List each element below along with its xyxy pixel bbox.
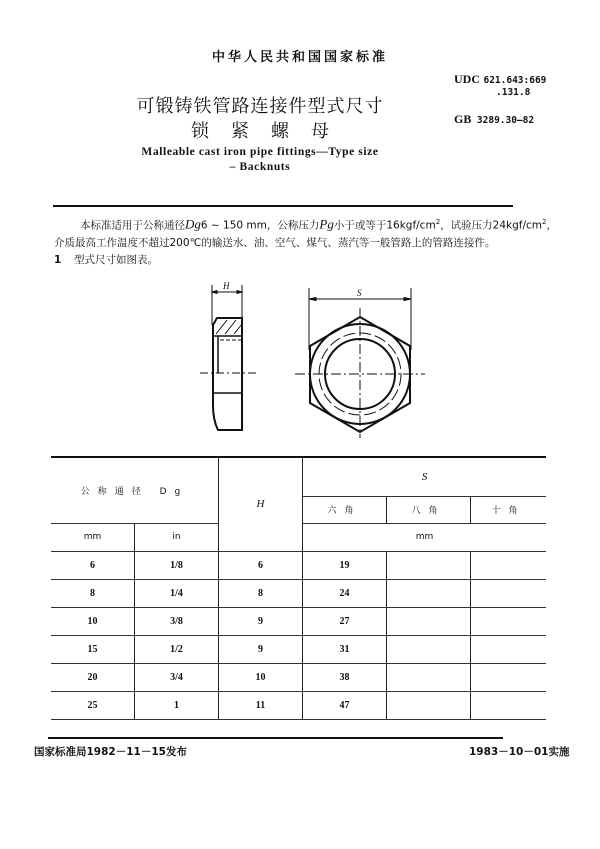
- title-en-line2: – Backnuts: [229, 161, 291, 173]
- section-number: 1: [54, 253, 62, 266]
- cell-in: 1/8: [135, 551, 219, 579]
- cell-h: 11: [219, 691, 303, 719]
- scope-text-b: 6 ~ 150 mm，公称压力: [200, 219, 320, 232]
- cell-in: 3/4: [135, 663, 219, 691]
- header-oct: [387, 496, 471, 523]
- cell-mm: 6: [51, 551, 135, 579]
- unit-mm: mm: [51, 523, 135, 551]
- cell-mm: 25: [51, 691, 135, 719]
- cell-hex: 31: [303, 635, 387, 663]
- scope-text-e: ，: [546, 219, 557, 232]
- header-dg-text: 公称通径 Dg: [80, 486, 189, 497]
- cell-h: 6: [219, 551, 303, 579]
- cell-oct: [387, 691, 471, 719]
- table-row: [51, 579, 546, 607]
- header-s: [303, 457, 547, 496]
- cell-in: 1/4: [135, 579, 219, 607]
- cell-in: 3/8: [135, 607, 219, 635]
- gb-block: [454, 108, 534, 127]
- superscript: 2: [542, 218, 547, 226]
- cell-h: 9: [219, 635, 303, 663]
- header-h-text: H: [256, 498, 265, 511]
- header-s-text: S: [421, 470, 428, 483]
- scope-paragraph: [54, 214, 584, 269]
- header-dec: [471, 496, 547, 523]
- gb-number: 3289.30—82: [476, 115, 535, 126]
- cell-oct: [387, 551, 471, 579]
- udc-value-cont: .131.8: [496, 87, 531, 98]
- cell-oct: [387, 579, 471, 607]
- header-h: [219, 457, 303, 551]
- superscript: 2: [435, 218, 441, 226]
- cell-dec: [471, 607, 547, 635]
- header-dec-text: 十角: [491, 506, 526, 516]
- title-cn-line1: 可锻铸铁管路连接件型式尺寸: [136, 96, 384, 117]
- header-hex: [303, 496, 387, 523]
- cell-in: 1: [135, 691, 219, 719]
- cell-h: 8: [219, 579, 303, 607]
- cell-dec: [471, 579, 547, 607]
- cell-hex: 38: [303, 663, 387, 691]
- s-dimension-label: S: [357, 288, 362, 298]
- h-dimension-label: H: [223, 281, 230, 291]
- cell-h: 9: [219, 607, 303, 635]
- cell-dec: [471, 635, 547, 663]
- cell-hex: 24: [303, 579, 387, 607]
- effective-date: 1983－10－01实施: [469, 746, 570, 758]
- cell-mm: 20: [51, 663, 135, 691]
- title-cn-line2: 锁紧螺母: [191, 121, 351, 142]
- gb-label: GB: [454, 112, 472, 126]
- organization-heading: 中华人民共和国国家标准: [211, 50, 388, 65]
- unit-s-mm: mm: [303, 523, 547, 551]
- cell-oct: [387, 663, 471, 691]
- issued-date: 国家标准局1982－11－15发布: [34, 746, 187, 758]
- cell-h: 10: [219, 663, 303, 691]
- backnut-drawing: [190, 270, 440, 440]
- header-nominal-diameter: [51, 457, 219, 523]
- cell-hex: 27: [303, 607, 387, 635]
- cell-dec: [471, 551, 547, 579]
- section-text: 型式尺寸如图表。: [74, 253, 158, 266]
- scope-text-c: 小于或等于16kgf/cm: [333, 219, 436, 232]
- title-en-line1: Malleable cast iron pipe fittings—Type size: [141, 146, 379, 158]
- scope-line1: [54, 214, 584, 235]
- cell-hex: 47: [303, 691, 387, 719]
- scope-text-a: 本标准适用于公称通径: [80, 219, 185, 232]
- cell-dec: [471, 663, 547, 691]
- cell-mm: 15: [51, 635, 135, 663]
- table-row: [51, 663, 546, 691]
- cell-mm: 8: [51, 579, 135, 607]
- cell-hex: 19: [303, 551, 387, 579]
- table-row: [51, 551, 546, 579]
- header-oct-text: 八角: [411, 506, 446, 516]
- cell-oct: [387, 635, 471, 663]
- cell-in: 1/2: [135, 635, 219, 663]
- table-row: [51, 635, 546, 663]
- cell-oct: [387, 607, 471, 635]
- udc-block: [454, 73, 546, 99]
- dg-symbol: Dg: [185, 216, 201, 232]
- scope-text-d: ，试验压力24kgf/cm: [440, 219, 542, 232]
- footer-rule: [48, 737, 503, 739]
- udc-value: 621.643:669: [483, 75, 547, 86]
- udc-label: UDC: [454, 72, 480, 86]
- table-row: [51, 691, 546, 719]
- cell-mm: 10: [51, 607, 135, 635]
- cell-dec: [471, 691, 547, 719]
- header-rule: [53, 205, 513, 207]
- header-hex-text: 六角: [327, 506, 362, 516]
- dimension-table: [51, 456, 546, 720]
- scope-line2: 介质最高工作温度不超过200℃的输送水、油、空气、煤气、蒸汽等一般管路上的管路连接件。: [54, 236, 496, 249]
- table-row: [51, 607, 546, 635]
- section-1: [54, 252, 584, 269]
- pg-symbol: Pg: [319, 216, 334, 232]
- unit-in: in: [135, 523, 219, 551]
